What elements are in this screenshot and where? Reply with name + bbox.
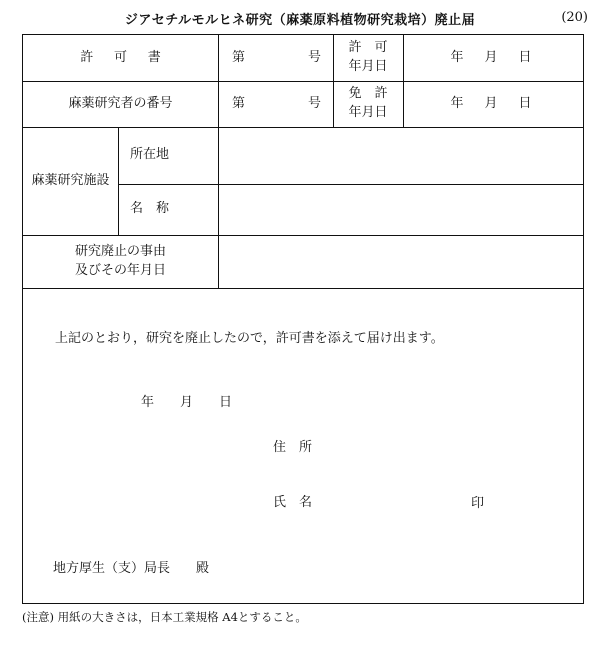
form-number: (20)	[561, 10, 588, 25]
facility-name-field[interactable]	[218, 184, 583, 235]
researcher-number-suffix: 号	[307, 95, 321, 111]
permit-date-label: 許 可 年月日	[348, 40, 388, 74]
location-field[interactable]	[218, 127, 583, 184]
permit-number-cell[interactable]	[218, 35, 333, 81]
license-date-label: 免 許 年月日	[348, 86, 388, 120]
location-label: 所在地	[130, 147, 170, 163]
reason-field[interactable]	[218, 235, 583, 288]
address-label: 住 所	[273, 440, 313, 455]
reason-label: 研究廃止の事由 及びその年月日	[74, 243, 166, 278]
permit-number-prefix: 第	[232, 49, 246, 65]
addressee-text: 地方厚生（支）局長 殿	[53, 561, 210, 576]
license-date-value[interactable]: 年 月 日	[450, 95, 536, 111]
row-divider	[23, 288, 583, 289]
statement-text: 上記のとおり，研究を廃止したので，許可書を添えて届け出ます。	[55, 331, 444, 346]
researcher-number-label: 麻薬研究者の番号	[68, 95, 173, 111]
footnote: (注意) 用紙の大きさは，日本工業規格 A4とすること。	[22, 610, 307, 624]
seal-mark: 印	[471, 496, 485, 511]
researcher-number-cell[interactable]	[218, 81, 333, 127]
permit-date-value[interactable]: 年 月 日	[450, 49, 536, 65]
submission-date[interactable]: 年 月 日	[141, 395, 233, 410]
name-label: 氏 名	[273, 495, 313, 510]
facility-label: 麻薬研究施設	[31, 172, 110, 188]
permit-label: 許可書	[80, 49, 182, 65]
facility-name-label: 名 称	[130, 201, 170, 217]
permit-number-suffix: 号	[307, 49, 321, 65]
researcher-number-prefix: 第	[232, 95, 246, 111]
form-title: ジアセチルモルヒネ研究（麻薬原料植物研究栽培）廃止届	[124, 13, 476, 28]
form-frame	[22, 34, 584, 604]
